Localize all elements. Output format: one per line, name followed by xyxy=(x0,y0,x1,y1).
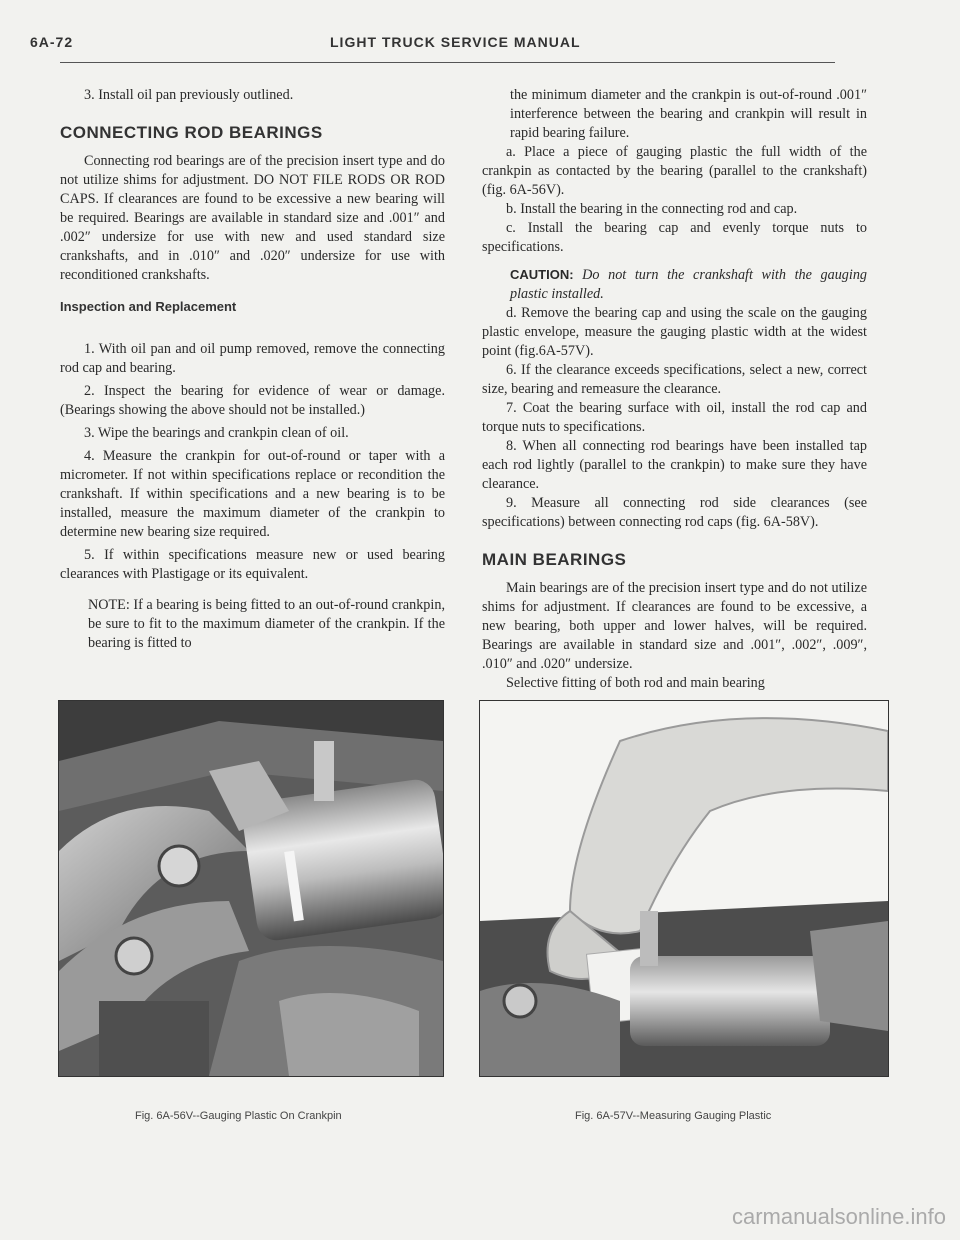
step-4: 4. Measure the crankpin for out-of-round or taper with a micrometer. If not within specifications replace or recondition the crankshaft. If within specifications and a new bearing is to be installed, measure the maximum diameter of the crankpin to determine new bearing size required. xyxy=(60,448,445,540)
photo-hand-measuring-illustration xyxy=(480,701,888,1076)
right-column xyxy=(482,86,867,693)
step-a: a. Place a piece of gauging plastic the full width of the crankpin as contacted by the bearing (parallel to the crankshaft) (fig. 6A-56V). xyxy=(482,144,867,198)
heading-inspection-replacement: Inspection and Replacement xyxy=(60,299,237,314)
caution-label: CAUTION: xyxy=(510,267,574,282)
paragraph-main-bearings: Main bearings are of the precision insert type and do not utilize shims for adjustment. If clearances are found to be excessive, a new bearing, both upper and lower halves, will be required. Bearings are available in standard size and .001″, .002″, .009″, .010″ and .020″ undersize. xyxy=(482,580,867,672)
header-rule xyxy=(60,62,835,63)
step-install-oil-pan: 3. Install oil pan previously outlined. xyxy=(84,87,294,103)
step-c: c. Install the bearing cap and evenly torque nuts to specifications. xyxy=(482,220,867,255)
left-column xyxy=(60,86,445,653)
note-continuation: the minimum diameter and the crankpin is out-of-round .001″ interference between the bearing and crankpin will result in rapid bearing failure. xyxy=(510,87,867,141)
photo-gauging-plastic-on-crankpin xyxy=(58,700,444,1077)
figure-caption-6a-56v: Fig. 6A-56V--Gauging Plastic On Crankpin xyxy=(135,1110,342,1122)
step-8: 8. When all connecting rod bearings have been installed tap each rod lightly (parallel to the crankpin) to make sure they have clearance. xyxy=(482,438,867,492)
manual-title: LIGHT TRUCK SERVICE MANUAL xyxy=(330,34,581,50)
paragraph-selective-fitting: Selective fitting of both rod and main bearing xyxy=(506,675,765,691)
page-number: 6A-72 xyxy=(30,34,74,50)
heading-main-bearings: MAIN BEARINGS xyxy=(482,550,627,569)
photo-measuring-gauging-plastic xyxy=(479,700,889,1077)
note-out-of-round: NOTE: If a bearing is being fitted to an out-of-round crankpin, be sure to fit to the maximum diameter of the crankpin. If the bearing is fitted to xyxy=(88,597,445,651)
watermark: carmanualsonline.info xyxy=(731,1204,946,1229)
paragraph-connecting-intro: Connecting rod bearings are of the precision insert type and do not utilize shims for adjustment. DO NOT FILE RODS OR ROD CAPS. If clearances are found to be excessive a new bearing will be required. Bearings are available in standard size and .001″ and .002″ undersize for use with new and used standard size crankshafts, and in .010″ and .020″ undersize for use with reconditioned crankshafts. xyxy=(60,153,445,283)
step-5: 5. If within specifications measure new or used bearing clearances with Plastigage or its equivalent. xyxy=(60,547,445,582)
step-3: 3. Wipe the bearings and crankpin clean of oil. xyxy=(84,425,349,441)
photo-crankshaft-illustration xyxy=(59,701,443,1076)
step-7: 7. Coat the bearing surface with oil, install the rod cap and torque nuts to specifications. xyxy=(482,400,867,435)
step-9: 9. Measure all connecting rod side clearances (see specifications) between connecting rod caps (fig. 6A-58V). xyxy=(482,495,867,530)
step-6: 6. If the clearance exceeds specifications, select a new, correct size, bearing and remeasure the clearance. xyxy=(482,362,867,397)
page-header xyxy=(30,34,830,56)
step-b: b. Install the bearing in the connecting rod and cap. xyxy=(506,201,798,217)
caution-text: Do not turn the crankshaft with the gauging plastic installed. xyxy=(510,267,868,302)
heading-connecting-rod-bearings: CONNECTING ROD BEARINGS xyxy=(60,123,323,142)
figure-caption-6a-57v: Fig. 6A-57V--Measuring Gauging Plastic xyxy=(575,1110,772,1122)
step-2: 2. Inspect the bearing for evidence of wear or damage. (Bearings showing the above should not be installed.) xyxy=(60,383,445,418)
step-1: 1. With oil pan and oil pump removed, remove the connecting rod cap and bearing. xyxy=(60,341,445,376)
step-d: d. Remove the bearing cap and using the scale on the gauging plastic envelope, measure the gauging plastic width at the widest point (fig.6A-57V). xyxy=(482,305,867,359)
caution-block xyxy=(510,265,867,304)
